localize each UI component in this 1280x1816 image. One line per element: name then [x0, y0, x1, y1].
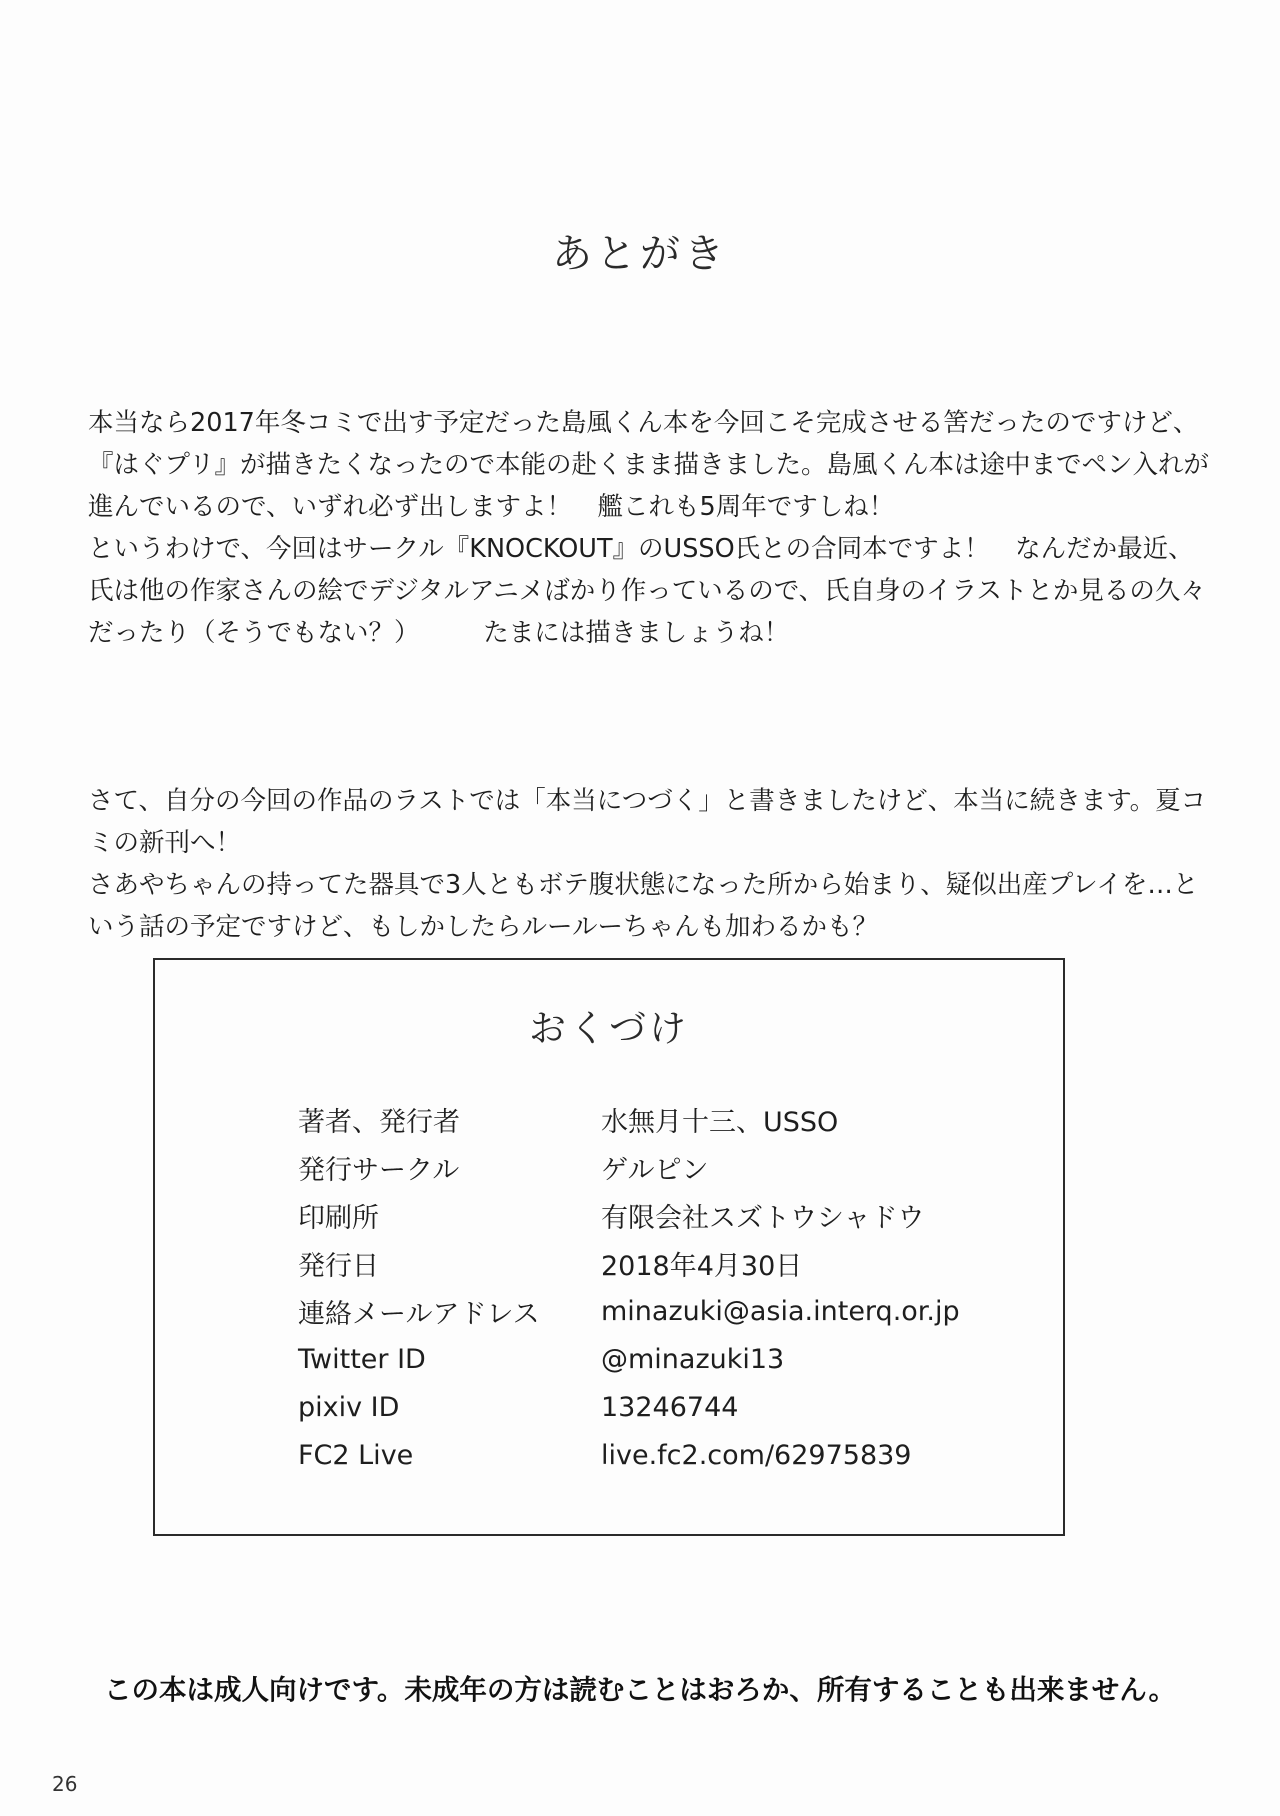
- colophon-value: 有限会社スズトウシャドウ: [601, 1202, 925, 1234]
- colophon-label: 著者、発行者: [298, 1106, 460, 1138]
- colophon-label: 連絡メールアドレス: [298, 1298, 540, 1330]
- colophon-row-circle: [298, 1143, 998, 1191]
- colophon-label: 発行日: [298, 1250, 379, 1282]
- colophon-value: minazuki@asia.interq.or.jp: [601, 1295, 960, 1327]
- colophon-value: ゲルピン: [601, 1154, 709, 1186]
- colophon-row-printer: [298, 1191, 998, 1239]
- colophon-row-email: [298, 1287, 998, 1335]
- colophon-row-twitter: [298, 1335, 998, 1383]
- afterword-body: [88, 318, 1209, 1032]
- colophon-table: [298, 1095, 998, 1479]
- colophon-value: 2018年4月30日: [601, 1250, 803, 1282]
- page-number: 26: [52, 1772, 78, 1796]
- afterword-paragraph: 本当なら2017年冬コミで出す予定だった島風くん本を今回こそ完成させる筈だったのですけど、 『はぐプリ』が描きたくなったので本能の赴くまま描きました。島風くん本は途中までペン入れが 進んでいるので、いずれ必ず出しますよ！ 艦これも5周年ですしね！ というわけで、今回はサークル『KNOCKOUT』のUSSO氏との合同本ですよ！ なんだか最近、 氏は他の作家さんの絵でデジタルアニメばかり作っているので、氏自身のイラストとか見るの久々 だったり（そうでもない？） たまには描きましょうね！: [88, 408, 1209, 648]
- colophon-label: Twitter ID: [298, 1343, 426, 1375]
- afterword-title: あとがき: [552, 231, 728, 277]
- colophon-title: おくづけ: [529, 1007, 689, 1050]
- colophon-value: live.fc2.com/62975839: [601, 1439, 912, 1471]
- colophon-label: 印刷所: [298, 1202, 379, 1234]
- colophon-value: @minazuki13: [601, 1343, 785, 1375]
- afterword-paragraph: さて、自分の今回の作品のラストでは「本当につづく」と書きましたけど、本当に続きます。夏コ ミの新刊へ！ さあやちゃんの持ってた器具で3人ともボテ腹状態になった所から始まり、疑似出産プレイを…と いう話の予定ですけど、もしかしたらルールーちゃんも加わるかも？: [88, 786, 1207, 942]
- adult-content-notice: この本は成人向けです。未成年の方は読むことはおろか、所有することも出来ません。: [104, 1674, 1176, 1706]
- colophon-value: 水無月十三、USSO: [601, 1106, 839, 1138]
- colophon-box: [153, 958, 1065, 1536]
- colophon-row-fc2: [298, 1431, 998, 1479]
- colophon-value: 13246744: [601, 1391, 739, 1423]
- colophon-row-date: [298, 1239, 998, 1287]
- colophon-label: pixiv ID: [298, 1391, 400, 1423]
- colophon-row-pixiv: [298, 1383, 998, 1431]
- colophon-label: 発行サークル: [298, 1154, 460, 1186]
- colophon-label: FC2 Live: [298, 1439, 414, 1471]
- colophon-row-author: [298, 1095, 998, 1143]
